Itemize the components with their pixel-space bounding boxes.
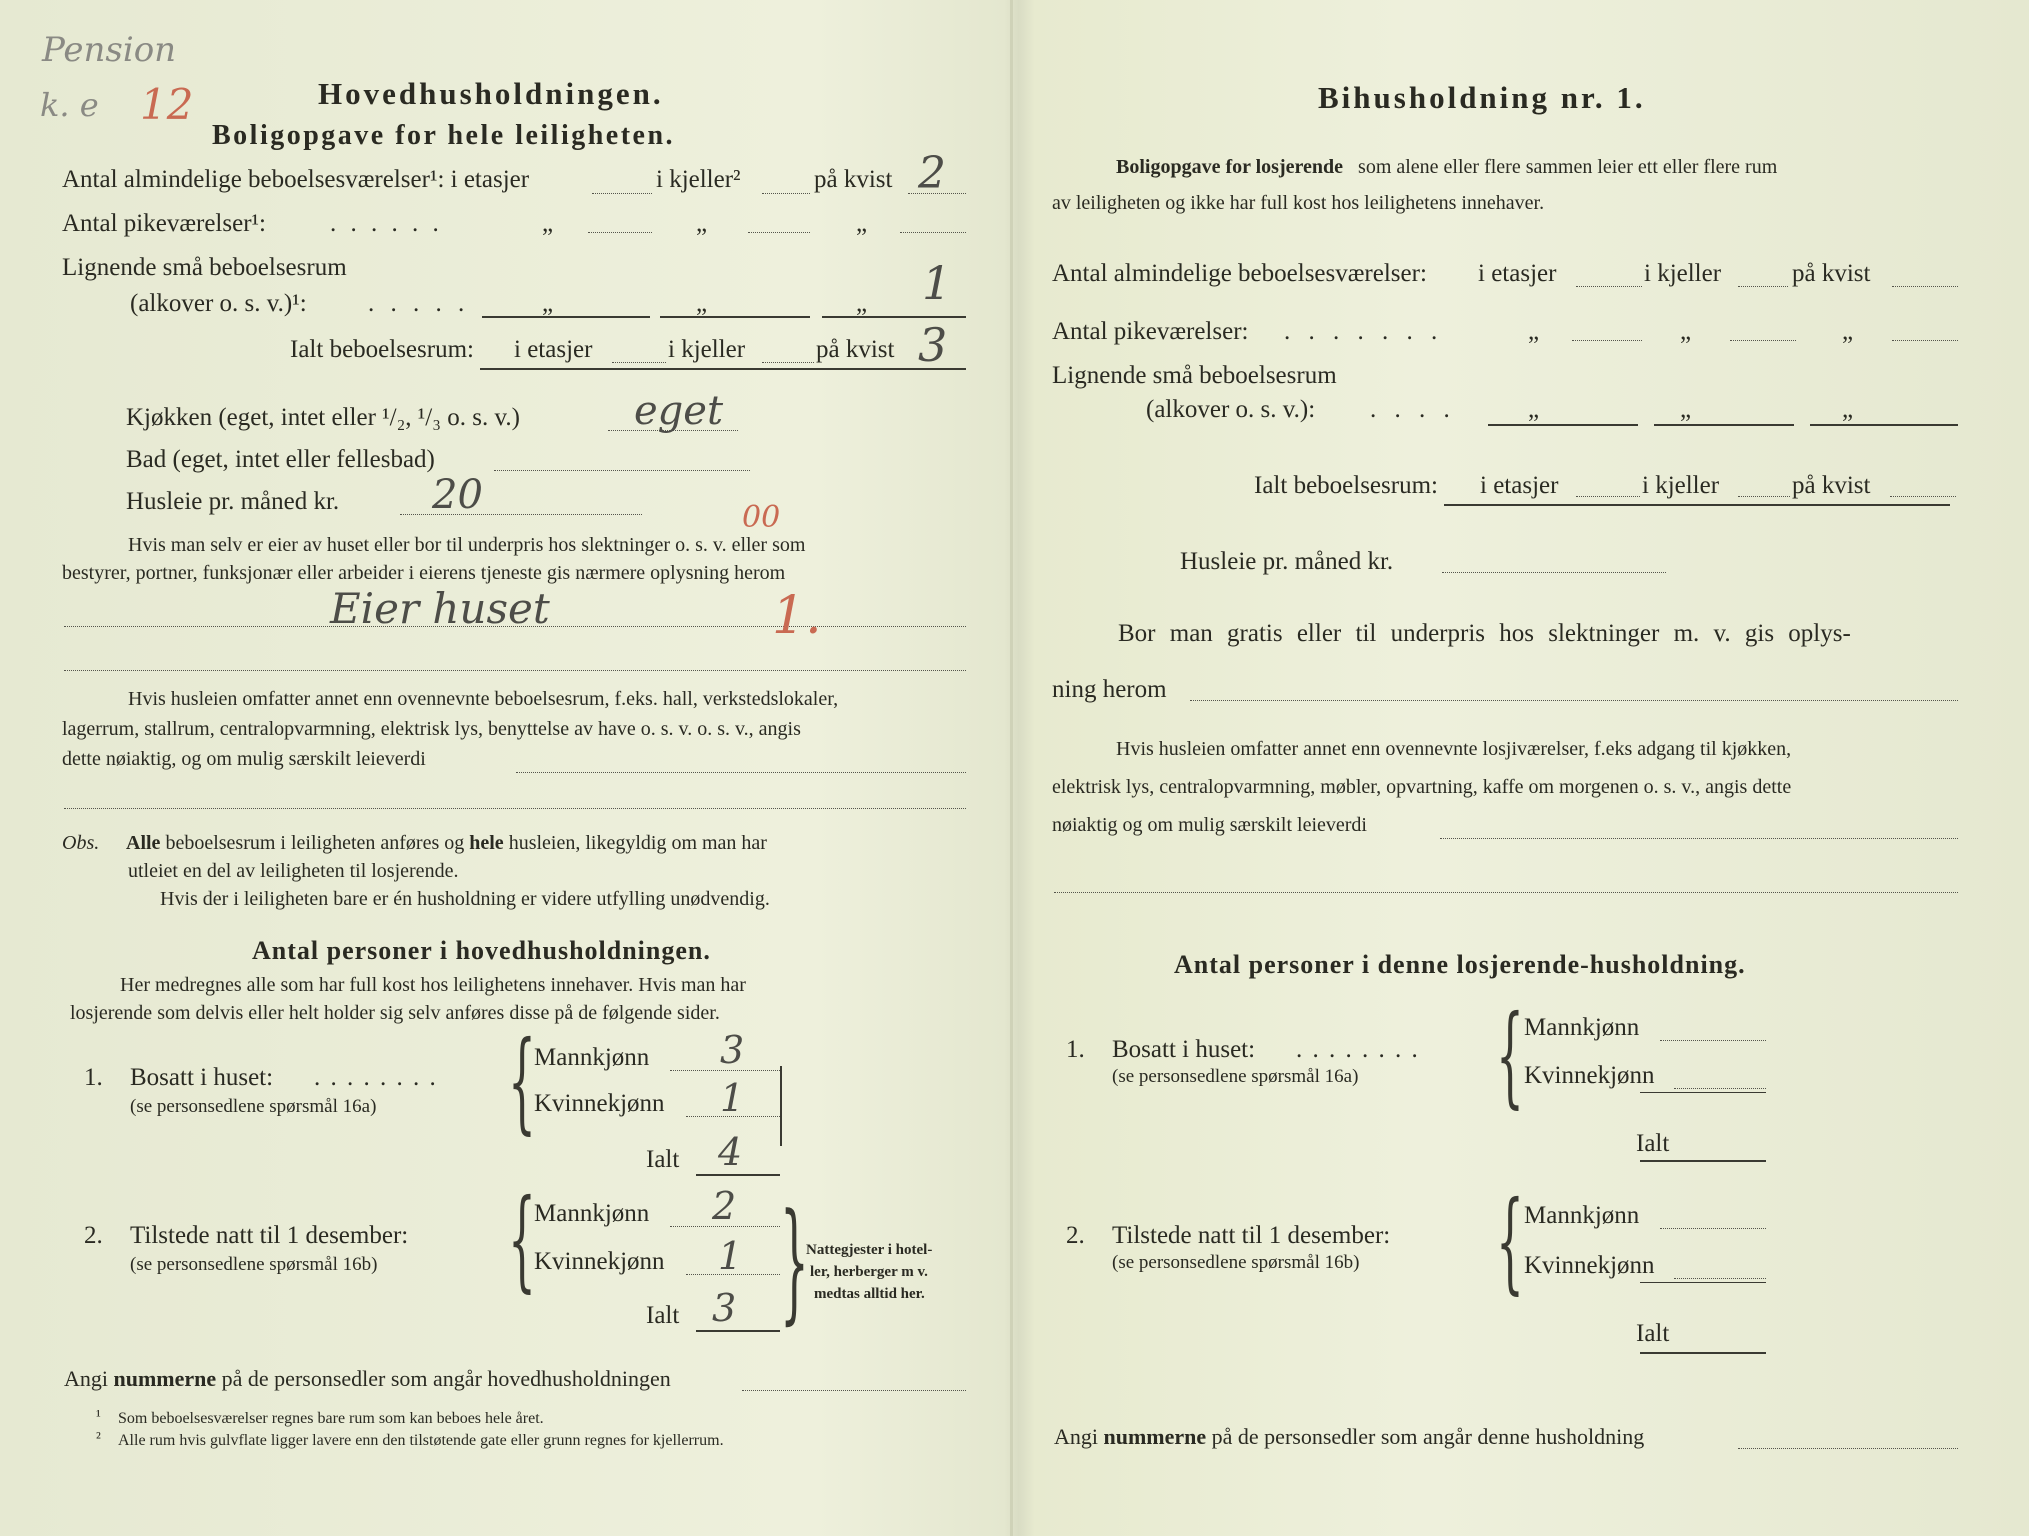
maid-ditto-2: „	[696, 210, 708, 237]
r-rooms-kvist-field[interactable]	[1892, 286, 1958, 287]
owner-info-value: Eier huset	[330, 584, 550, 633]
q2-sub: (se personsedlene spørsmål 16b)	[130, 1254, 378, 1275]
r-q1-kvinne-field[interactable]	[1674, 1088, 1766, 1089]
rent-label: Husleie pr. måned kr.	[126, 488, 340, 515]
r-q1-label: Bosatt i huset:	[1112, 1036, 1256, 1063]
r-alcoves-ditto-3: „	[1842, 396, 1854, 423]
q1-brace: {	[508, 1017, 536, 1145]
alcoves-ditto-1: „	[542, 290, 554, 317]
obs-label: Obs.	[62, 832, 100, 854]
obs-text-a: beboelsesrum i leiligheten anføres og	[165, 832, 465, 854]
q2-kvinne-value: 1	[718, 1234, 743, 1278]
r-alcoves-leader: . . . .	[1370, 396, 1456, 423]
corner-note-number: 12	[140, 80, 194, 129]
rooms-kvist-label: på kvist	[814, 166, 893, 193]
r-total-kvist-label: på kvist	[1792, 472, 1871, 499]
r-q1-leader: . . . . . . . .	[1296, 1036, 1420, 1063]
rooms-kvist-value: 2	[918, 148, 946, 199]
r-q1-ialt-field[interactable]	[1640, 1160, 1766, 1162]
lodger-intro-line-2: av leiligheten og ikke har full kost hos leilighetens innehaver.	[1052, 192, 1545, 214]
owner-info-text-2: bestyrer, portner, funksjonær eller arbeider i eierens tjeneste gis nærmere oplysning herom	[62, 562, 786, 584]
r-total-rooms-label: Ialt beboelsesrum:	[1254, 472, 1438, 499]
obs-line-3: Hvis der i leiligheten bare er én husholdning er videre utfylling unødvendig.	[160, 888, 770, 910]
rent-extra-value: 00	[742, 500, 781, 535]
r-q1-kvinne-underline	[1640, 1092, 1766, 1093]
r-q2-ialt-field[interactable]	[1640, 1352, 1766, 1354]
maid-etasjer-field[interactable]	[588, 232, 652, 233]
alcoves-label: (alkover o. s. v.)¹:	[130, 290, 307, 317]
q2-brace: {	[508, 1175, 536, 1303]
r-small-rooms-label: Lignende små beboelsesrum	[1052, 362, 1337, 389]
obs-line-2: utleiet en del av leiligheten til losjerende.	[128, 860, 459, 882]
r-q1-sub: (se personsedlene spørsmål 16a)	[1112, 1066, 1359, 1087]
q2-ialt-label: Ialt	[646, 1302, 680, 1329]
rooms-label: Antal almindelige beboelsesværelser¹: i etasjer	[62, 166, 530, 193]
q2-mann-label: Mannkjønn	[534, 1200, 650, 1227]
r-alcoves-ditto-2: „	[1680, 396, 1692, 423]
r-q2-mann-field[interactable]	[1660, 1228, 1766, 1229]
page-fold	[1010, 0, 1013, 1536]
r-angi-numbers-field[interactable]	[1738, 1448, 1958, 1449]
owner-info-text-1: Hvis man selv er eier av huset eller bor til underpris hos slektninger o. s. v. eller som	[128, 534, 806, 556]
r-angi-numbers-line	[1054, 1424, 1644, 1450]
total-etasjer-field[interactable]	[612, 362, 666, 363]
r-rooms-kjeller-label: i kjeller	[1644, 260, 1722, 287]
r-rent-field[interactable]	[1442, 572, 1666, 573]
r-rent-includes-3: nøiaktig og om mulig særskilt leieverdi	[1052, 814, 1367, 836]
lodger-intro-line-1	[1116, 156, 1777, 179]
maid-kvist-field[interactable]	[900, 232, 966, 233]
r-q1-mann-field[interactable]	[1660, 1040, 1766, 1041]
r-q2-label: Tilstede natt til 1 desember:	[1112, 1222, 1391, 1249]
kitchen-label: Kjøkken (eget, intet eller ¹/₂, ¹/₃ o. s. v.)	[126, 404, 520, 431]
q1-mann-value: 3	[720, 1028, 745, 1072]
r-maid-ditto-3: „	[1842, 318, 1854, 345]
r-total-underline	[1444, 504, 1950, 506]
r-rooms-kjeller-field[interactable]	[1738, 286, 1788, 287]
r-q2-brace: {	[1496, 1177, 1524, 1305]
maid-rooms-leader: . . . . . .	[330, 210, 443, 237]
r-rooms-etasjer-label: i etasjer	[1478, 260, 1557, 287]
page-title-sub-household: Bihusholdning nr. 1.	[1318, 80, 1646, 115]
r-maid-rooms-label: Antal pikeværelser:	[1052, 318, 1249, 345]
rooms-kjeller-field[interactable]	[762, 193, 810, 194]
r-q1-number: 1.	[1066, 1036, 1085, 1063]
q2-kvinne-label: Kvinnekjønn	[534, 1248, 665, 1275]
q1-mann-label: Mannkjønn	[534, 1044, 650, 1071]
r-q2-number: 2.	[1066, 1222, 1085, 1249]
r-rooms-etasjer-field[interactable]	[1576, 286, 1642, 287]
r-q1-brace: {	[1496, 991, 1524, 1119]
rent-includes-field-1[interactable]	[516, 772, 966, 773]
q1-kvinne-value: 1	[720, 1076, 745, 1120]
owner-info-mark: 1.	[772, 586, 822, 646]
alcoves-etasjer-field[interactable]	[482, 316, 650, 318]
r-alcoves-kvist-field[interactable]	[1810, 424, 1958, 426]
footnote-1: Som beboelsesværelser regnes bare rum som kan beboes hele året.	[118, 1410, 544, 1427]
r-angi-c: på de personsedler som angår denne husholdning	[1211, 1424, 1645, 1449]
alcoves-kvist-value: 1	[922, 256, 952, 310]
r-maid-kvist-field[interactable]	[1892, 340, 1958, 341]
q1-bracket-right	[780, 1066, 782, 1146]
r-maid-kjeller-field[interactable]	[1730, 340, 1796, 341]
obs-hele: hele	[469, 832, 504, 854]
rooms-etasjer-field[interactable]	[592, 193, 652, 194]
corner-note-pension: Pension	[42, 30, 177, 70]
q2-label: Tilstede natt til 1 desember:	[130, 1222, 409, 1249]
q2-note-3: medtas alltid her.	[814, 1286, 925, 1302]
footnote-2-mark: ²	[96, 1430, 101, 1447]
angi-a: Angi	[64, 1366, 108, 1391]
obs-text-b: husleien, likegyldig om man har	[508, 832, 767, 854]
r-rooms-kvist-label: på kvist	[1792, 260, 1871, 287]
total-kvist-label: på kvist	[816, 336, 895, 363]
r-angi-a: Angi	[1054, 1424, 1098, 1449]
angi-nummerne: nummerne	[113, 1366, 217, 1391]
alcoves-leader: . . . . .	[368, 290, 470, 317]
q2-ialt-value: 3	[712, 1286, 737, 1330]
r-alcoves-ditto-1: „	[1528, 396, 1540, 423]
r-free-text-1: Bor man gratis eller til underpris hos slektninger m. v. gis oplys-	[1118, 620, 1851, 647]
r-alcoves-kjeller-field[interactable]	[1654, 424, 1794, 426]
r-rooms-label: Antal almindelige beboelsesværelser:	[1052, 260, 1427, 287]
angi-c: på de personsedler som angår hovedhusholdningen	[221, 1366, 671, 1391]
r-rent-includes-field-1[interactable]	[1440, 838, 1958, 839]
rent-includes-text-2: lagerrum, stallrum, centralopvarmning, elektrisk lys, benyttelse av have o. s. v. o. s. v., angis	[62, 718, 801, 740]
r-q2-sub: (se personsedlene spørsmål 16b)	[1112, 1252, 1360, 1273]
r-q1-mann-label: Mannkjønn	[1524, 1014, 1640, 1041]
r-rent-includes-field-2[interactable]	[1054, 892, 1958, 893]
r-q2-mann-label: Mannkjønn	[1524, 1202, 1640, 1229]
maid-ditto-3: „	[856, 210, 868, 237]
persons-text-1: Her medregnes alle som har full kost hos leilighetens innehaver. Hvis man har	[120, 974, 746, 996]
alcoves-kjeller-field[interactable]	[660, 316, 810, 318]
r-rent-includes-1: Hvis husleien omfatter annet enn ovennevnte losjiværelser, f.eks adgang til kjøkken,	[1116, 738, 1792, 760]
q1-leader: . . . . . . . .	[314, 1064, 438, 1091]
r-rent-includes-2: elektrisk lys, centralopvarmning, møbler, opvartning, kaffe om morgenen o. s. v., angis dette	[1052, 776, 1792, 798]
kitchen-value: eget	[634, 388, 724, 434]
small-rooms-label: Lignende små beboelsesrum	[62, 254, 347, 281]
footnote-1-mark: ¹	[96, 1408, 101, 1425]
r-q2-ialt-label: Ialt	[1636, 1320, 1670, 1347]
r-free-field[interactable]	[1190, 700, 1958, 701]
corner-note-ke: k. e	[40, 86, 99, 124]
alcoves-ditto-3: „	[856, 290, 868, 317]
maid-rooms-label: Antal pikeværelser¹:	[62, 210, 266, 237]
owner-info-field-2[interactable]	[64, 670, 966, 671]
r-q2-kvinne-underline	[1640, 1282, 1766, 1283]
alcoves-ditto-2: „	[696, 290, 708, 317]
total-etasjer-label: i etasjer	[514, 336, 593, 363]
maid-kjeller-field[interactable]	[748, 232, 810, 233]
page-title-main-household: Hovedhusholdningen.	[318, 76, 664, 111]
persons-title: Antal personer i hovedhusholdningen.	[252, 936, 711, 965]
rent-includes-field-2[interactable]	[64, 808, 966, 809]
r-total-etasjer-label: i etasjer	[1480, 472, 1559, 499]
q2-note-brace: }	[780, 1185, 809, 1337]
angi-numbers-line	[64, 1366, 671, 1392]
q1-ialt-value: 4	[718, 1130, 743, 1174]
q1-sub: (se personsedlene spørsmål 16a)	[130, 1096, 377, 1117]
q1-ialt-field[interactable]	[696, 1174, 780, 1176]
lodger-intro-bold: Boligopgave for losjerende	[1116, 156, 1344, 178]
r-q2-kvinne-field[interactable]	[1674, 1278, 1766, 1279]
rent-includes-text-1: Hvis husleien omfatter annet enn ovennevnte beboelsesrum, f.eks. hall, verkstedslokaler,	[128, 688, 839, 710]
q2-number: 2.	[84, 1222, 103, 1249]
r-free-text-2: ning herom	[1052, 676, 1167, 703]
total-underline	[480, 368, 966, 370]
angi-numbers-field[interactable]	[742, 1390, 966, 1391]
obs-alle: Alle	[126, 832, 161, 854]
total-kvist-value: 3	[918, 318, 948, 372]
r-maid-etasjer-field[interactable]	[1572, 340, 1642, 341]
lodger-intro-text: som alene eller flere sammen leier ett eller flere rum	[1358, 156, 1778, 178]
footnote-2: Alle rum hvis gulvflate ligger lavere enn den tilstøtende gate eller grunn regnes for kjellerrum.	[118, 1432, 724, 1449]
r-total-kjeller-field[interactable]	[1738, 496, 1790, 497]
r-total-etasjer-field[interactable]	[1576, 496, 1640, 497]
rooms-kjeller-label: i kjeller²	[656, 166, 741, 193]
obs-line-1	[126, 832, 767, 855]
r-alcoves-label: (alkover o. s. v.):	[1146, 396, 1316, 423]
subtitle-whole-apartment: Boligopgave for hele leiligheten.	[212, 120, 676, 151]
r-q2-kvinne-label: Kvinnekjønn	[1524, 1252, 1655, 1279]
bath-label: Bad (eget, intet eller fellesbad)	[126, 446, 435, 473]
total-rooms-label: Ialt beboelsesrum:	[290, 336, 474, 363]
q2-note-2: ler, herberger m v.	[810, 1264, 928, 1280]
rent-includes-text-3: dette nøiaktig, og om mulig særskilt leieverdi	[62, 748, 426, 770]
bath-field[interactable]	[494, 470, 750, 471]
r-total-kjeller-label: i kjeller	[1642, 472, 1720, 499]
r-q1-ialt-label: Ialt	[1636, 1130, 1670, 1157]
r-maid-ditto-2: „	[1680, 318, 1692, 345]
r-alcoves-etasjer-field[interactable]	[1488, 424, 1638, 426]
q1-label: Bosatt i huset:	[130, 1064, 274, 1091]
r-persons-title: Antal personer i denne losjerende-husholdning.	[1174, 950, 1746, 979]
r-rent-label: Husleie pr. måned kr.	[1180, 548, 1394, 575]
rent-value: 20	[432, 472, 483, 518]
r-maid-leader: . . . . . . .	[1284, 318, 1444, 345]
q1-ialt-label: Ialt	[646, 1146, 680, 1173]
q2-note-1: Nattegjester i hotel-	[806, 1242, 933, 1258]
q2-mann-value: 2	[712, 1184, 737, 1228]
persons-text-2: losjerende som delvis eller helt holder sig selv anføres disse på de følgende sider.	[70, 1002, 720, 1024]
maid-ditto-1: „	[542, 210, 554, 237]
r-q1-kvinne-label: Kvinnekjønn	[1524, 1062, 1655, 1089]
q1-kvinne-label: Kvinnekjønn	[534, 1090, 665, 1117]
r-maid-ditto-1: „	[1528, 318, 1540, 345]
r-total-kvist-field[interactable]	[1890, 496, 1956, 497]
q2-ialt-field[interactable]	[696, 1330, 780, 1332]
total-kjeller-field[interactable]	[762, 362, 814, 363]
r-angi-nummerne: nummerne	[1103, 1424, 1207, 1449]
q1-number: 1.	[84, 1064, 103, 1091]
total-kjeller-label: i kjeller	[668, 336, 746, 363]
